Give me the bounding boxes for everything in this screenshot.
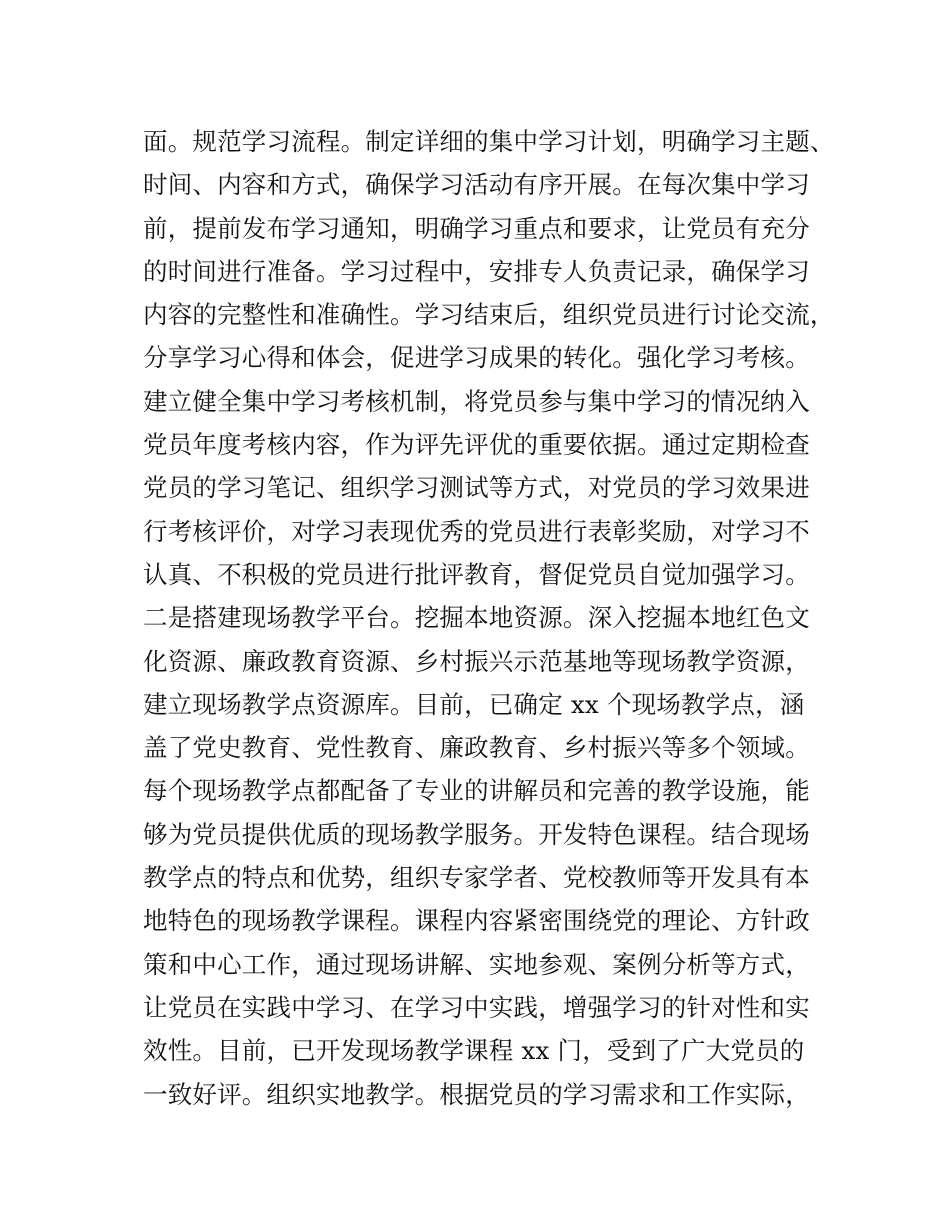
text-line: 党员的学习笔记、组织学习测试等方式，对党员的学习效果进 <box>143 473 810 503</box>
text-line: 行考核评价，对学习表现优秀的党员进行表彰奖励，对学习不 <box>143 516 810 546</box>
text-line: 每个现场教学点都配备了专业的讲解员和完善的教学设施，能 <box>143 776 810 806</box>
text-line: 效性。目前，已开发现场教学课程 xx 门，受到了广大党员的 <box>143 1036 805 1066</box>
text-line: 认真、不积极的党员进行批评教育，督促党员自觉加强学习。 <box>143 559 810 589</box>
text-line: 面。规范学习流程。制定详细的集中学习计划，明确学习主题、 <box>143 127 835 156</box>
text-line: 内容的完整性和准确性。学习结束后，组织党员进行讨论交流， <box>143 300 835 330</box>
text-line: 让党员在实践中学习、在学习中实践，增强学习的针对性和实 <box>143 992 810 1022</box>
text-line: 盖了党史教育、党性教育、廉政教育、乡村振兴等多个领域。 <box>143 733 810 763</box>
text-line: 前，提前发布学习通知，明确学习重点和要求，让党员有充分 <box>143 213 810 243</box>
text-line: 策和中心工作，通过现场讲解、实地参观、案例分析等方式， <box>143 949 810 979</box>
text-line: 一致好评。组织实地教学。根据党员的学习需求和工作实际， <box>143 1079 810 1109</box>
text-line: 教学点的特点和优势，组织专家学者、党校教师等开发具有本 <box>143 863 810 893</box>
text-line: 够为党员提供优质的现场教学服务。开发特色课程。结合现场 <box>143 819 810 849</box>
text-line: 分享学习心得和体会，促进学习成果的转化。强化学习考核。 <box>143 343 810 373</box>
text-line: 地特色的现场教学课程。课程内容紧密围绕党的理论、方针政 <box>143 906 810 936</box>
text-line: 二是搭建现场教学平台。挖掘本地资源。深入挖掘本地红色文 <box>143 603 810 633</box>
text-line: 建立健全集中学习考核机制，将党员参与集中学习的情况纳入 <box>143 386 810 416</box>
text-line: 时间、内容和方式，确保学习活动有序开展。在每次集中学习 <box>143 170 810 200</box>
body-text <box>143 120 843 1116</box>
text-line: 建立现场教学点资源库。目前，已确定 xx 个现场教学点，涵 <box>143 689 805 719</box>
text-line: 的时间进行准备。学习过程中，安排专人负责记录，确保学习 <box>143 256 810 286</box>
text-line: 党员年度考核内容，作为评先评优的重要依据。通过定期检查 <box>143 430 810 460</box>
text-line: 化资源、廉政教育资源、乡村振兴示范基地等现场教学资源， <box>143 646 810 676</box>
